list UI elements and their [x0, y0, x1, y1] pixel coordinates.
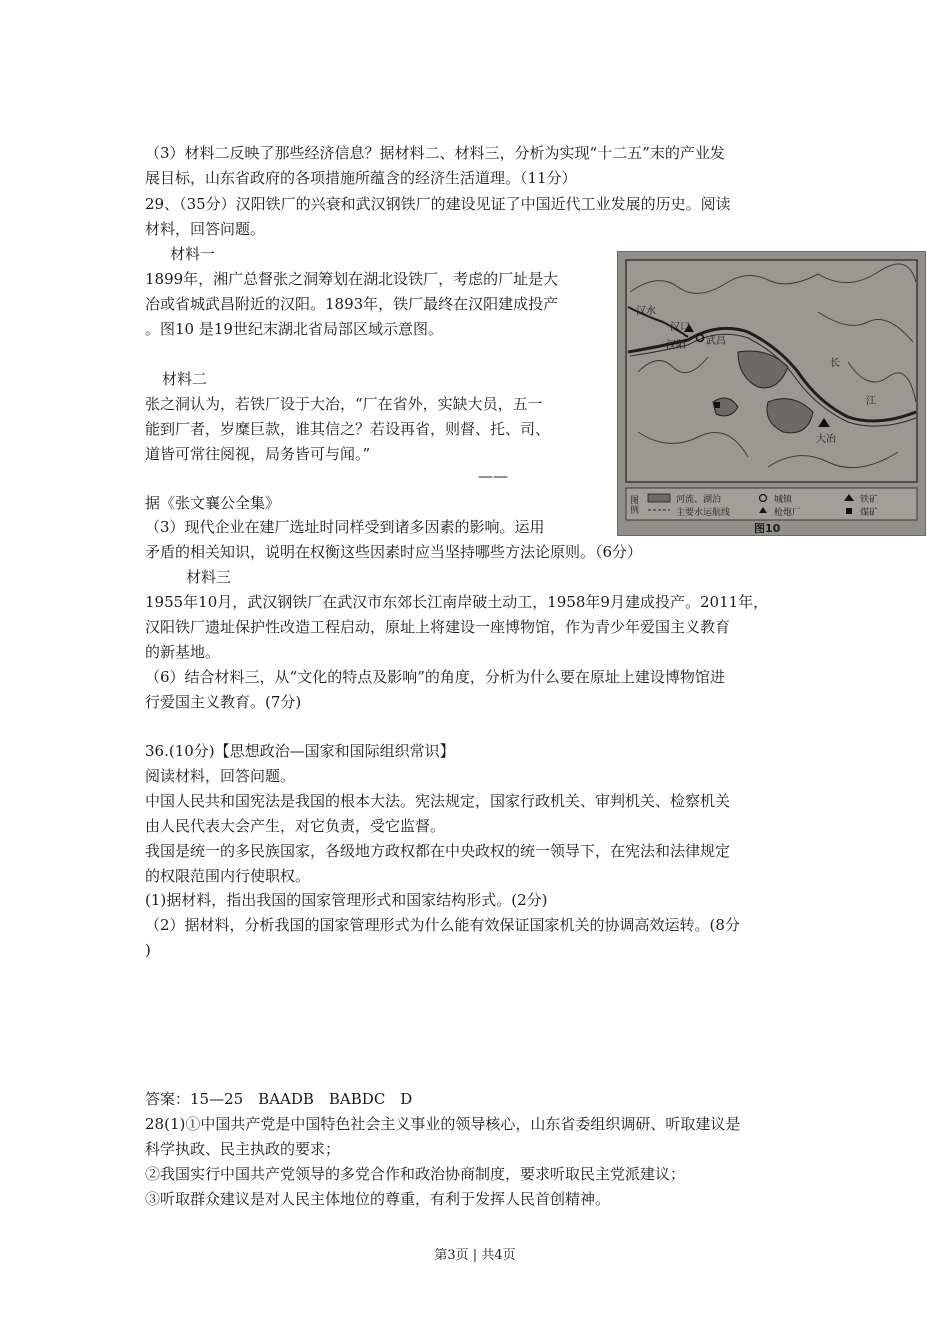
q36-heading: 36.(10分)【思想政治—国家和国际组织常识】 [145, 742, 455, 760]
material-3-heading: 材料三 [186, 568, 232, 586]
answer-key: 答案：15—25 BAADB BABDC D [145, 1090, 413, 1108]
map-label-daye: 大冶 [816, 434, 836, 445]
map-legend-iron-mine: 铁矿 [860, 495, 879, 505]
q29-line1: 29、（35分）汉阳铁厂的兴衰和武汉钢铁厂的建设见证了中国近代工业发展的历史。阅读 [145, 195, 731, 213]
material-2-line2: 能到厂者，岁糜巨款，谁其信之？若设再省，则督、托、司、 [145, 420, 551, 438]
map-legend-arsenal: 枪炮厂 [774, 508, 802, 518]
page-footer: 第3页 | 共4页 [434, 1248, 516, 1263]
answer-28-line3: ②我国实行中国共产党领导的多党合作和政治协商制度，要求听取民主党派建议； [145, 1165, 686, 1183]
q28-3-line1: （3）材料二反映了那些经济信息？据材料二、材料三，分析为实现“十二五”末的产业发 [145, 144, 725, 162]
map-label-jiang: 江 [866, 396, 876, 407]
q28-3-line2: 展目标，山东省政府的各项措施所蕴含的经济生活道理。（11分） [145, 169, 577, 187]
q36-line2: 中国人民共和国宪法是我国的根本大法。宪法规定，国家行政机关、审判机关、检察机关 [145, 792, 731, 810]
map-label-hanyang: 汉阳 [666, 340, 686, 351]
map-legend-river-lake: 河流、湖泊 [676, 495, 722, 505]
answer-28-line1: 28(1)①中国共产党是中国特色社会主义事业的领导核心，山东省委组织调研、听取建议是 [145, 1115, 741, 1133]
material-2-line1: 张之洞认为，若铁厂设于大冶，“厂在省外，实缺大员，五一 [145, 395, 543, 413]
answer-28-line4: ③听取群众建议是对人民主体地位的尊重，有利于发挥人民首创精神。 [145, 1190, 611, 1208]
material-3-line1: 1955年10月，武汉钢铁厂在武汉市东郊长江南岸破土动工，1958年9月建成投产。2011年， [145, 593, 769, 611]
map-drawing [618, 252, 925, 535]
map-label-hanshui: 汉水 [636, 306, 656, 317]
q36-line4: 我国是统一的多民族国家，各级地方政权都在中央政权的统一领导下，在宪法和法律规定 [145, 842, 731, 860]
q36-line1: 阅读材料，回答问题。 [145, 767, 296, 785]
map-label-wuchang: 武昌 [706, 336, 726, 347]
map-caption: 图10 [754, 522, 781, 535]
material-2-heading: 材料二 [162, 370, 208, 388]
material-3-line2: 汉阳铁厂遗址保护性改造工程启动，原址上将建设一座博物馆，作为青少年爱国主义教育 [145, 618, 731, 636]
map-legend-water-route: 主要水运航线 [676, 508, 731, 518]
q29-3-line1: （3）现代企业在建厂选址时同样受到诸多因素的影响。运用 [145, 518, 545, 536]
answer-28-line2: 科学执政、民主执政的要求； [145, 1140, 341, 1158]
map-legend-coal-mine: 煤矿 [860, 508, 879, 518]
q36-2-line1: （2）据材料，分析我国的国家管理形式为什么能有效保证国家机关的协调高效运转。(8分 [145, 916, 740, 934]
material-1-line2: 冶或省城武昌附近的汉阳。1893年，铁厂最终在汉阳建成投产 [145, 295, 559, 313]
map-legend-title: 图例 [630, 496, 640, 516]
hubei-map-figure [617, 251, 926, 536]
material-3-line3: 的新基地。 [145, 643, 221, 661]
material-2-source: 据《张文襄公全集》 [145, 494, 281, 512]
material-2-line3: 道皆可常往阅视，局务皆可与闻。” [145, 445, 371, 463]
q36-1: (1)据材料，指出我国的国家管理形式和国家结构形式。(2分) [145, 891, 548, 909]
map-legend-town: 城镇 [774, 495, 793, 505]
material-1-heading: 材料一 [170, 245, 216, 263]
map-label-chang: 长 [830, 358, 840, 369]
q36-line3: 由人民代表大会产生，对它负责，受它监督。 [145, 817, 446, 835]
material-1-line3: 。图10 是19世纪末湖北省局部区域示意图。 [145, 320, 443, 338]
q29-line2: 材料，回答问题。 [145, 220, 266, 238]
material-1-line1: 1899年，湘广总督张之洞筹划在湖北设铁厂，考虑的厂址是大 [145, 270, 559, 288]
q29-6-line2: 行爱国主义教育。(7分) [145, 693, 302, 711]
q29-3-line2: 矛盾的相关知识，说明在权衡这些因素时应当坚持哪些方法论原则。（6分） [145, 543, 643, 561]
q29-6-line1: （6）结合材料三，从“文化的特点及影响”的角度，分析为什么要在原址上建设博物馆进 [145, 668, 725, 686]
material-2-dash: —— [478, 467, 508, 485]
map-label-hankou: 汉口 [670, 322, 690, 333]
q36-line5: 的权限范围内行使职权。 [145, 867, 311, 885]
q36-2-line2: ) [145, 941, 151, 959]
